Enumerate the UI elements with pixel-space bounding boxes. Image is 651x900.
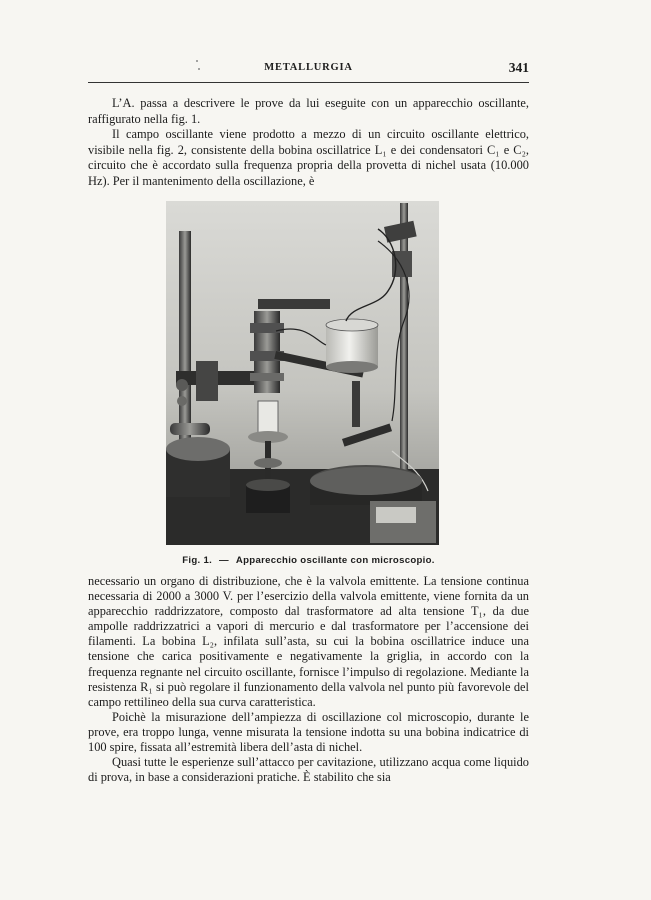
page-number: 341 — [508, 60, 529, 75]
paragraph: Il campo oscillante viene prodotto a mezzo di un circuito oscillante elettrico, visibile nella fig. 2, consistente della bobina oscillatrice L₁ e dei condensatori C₁ e C₂, circuito che è accordato sulla frequenza propria della provetta di nichel usata (10.000 Hz). Per il mantenimento della oscillazione, è — [88, 127, 529, 188]
figure-label: Fig. 1. — [182, 555, 213, 566]
text-block-bottom — [88, 574, 529, 785]
apparatus-photograph — [166, 201, 439, 545]
figure-caption — [88, 555, 529, 566]
scan-speck — [198, 68, 200, 70]
paragraph: Poichè la misurazione dell’ampiezza di oscillazione col microscopio, durante le prove, era troppo lunga, venne misurata la tensione indotta su una bobina indicatrice di 100 spire, fissata all’estremità libera dell’asta di nichel. — [88, 709, 529, 755]
running-title: METALLURGIA — [264, 62, 353, 73]
paragraph: Quasi tutte le esperienze sull’attacco per cavitazione, utilizzano acqua come liquido di prova, in base a considerazioni pratiche. È stabilito che sia — [88, 755, 529, 785]
paragraph: L’A. passa a descrivere le prove da lui eseguite con un apparecchio oscillante, raffigurato nella fig. 1. — [88, 96, 529, 126]
caption-text: Apparecchio oscillante con microscopio. — [235, 555, 435, 566]
caption-separator: — — [219, 555, 229, 566]
running-header — [88, 58, 529, 83]
paragraph: necessario un organo di distribuzione, che è la valvola emittente. La tensione continua necessaria di 2000 a 3000 V. per l’esercizio della valvola emittente, viene fornita da un apparecchio raddrizzatore, composto dal trasformatore ad alta tensione T₁, da due ampolle raddrizzatrici a vapori di mercurio e dal trasformatore per l’accensione dei filamenti. La bobina L₂, infilata sull’asta, su cui la bobina oscillatrice induce una tensione che carica positivamente e negativamente la griglia, in accordo con la frequenza regnante nel circuito oscillante, fornisce l’impulso di regolazione. Mediante la resistenza R₁ si può regolare il funzionamento della valvola nel punto più favorevole del campo rettilineo della sua curva caratteristica. — [88, 574, 529, 709]
figure-photo — [166, 201, 439, 545]
text-block-top — [88, 96, 529, 190]
scan-speck — [196, 60, 198, 62]
